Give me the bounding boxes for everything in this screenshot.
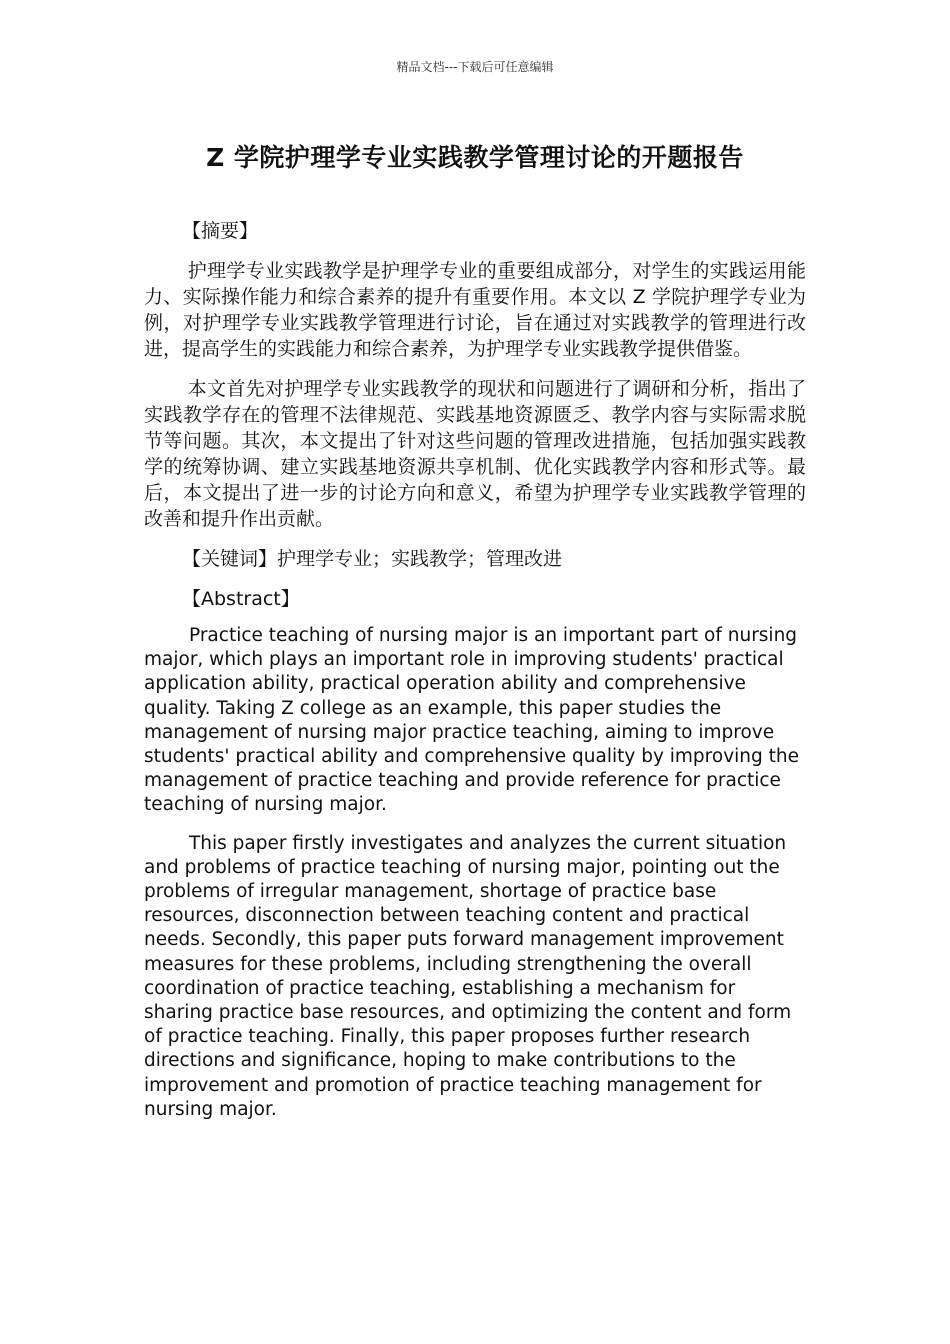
english-paragraph-1: Practice teaching of nursing major is an important part of nursing major, which plays an important role in improving students' practical application ability, practical operation ability and comprehensive quality. Taking Z college as an example, this paper studies the management of nursing major practice teaching, aiming to improve students' practical ability and comprehensive quality by improving the management of practice teaching and provide reference for practice teaching of nursing major. xyxy=(144,625,799,816)
abstract-paragraph-1: 护理学专业实践教学是护理学专业的重要组成部分，对学生的实践运用能力、实际操作能力和综合素养的提升有重要作用。本文以 Z 学院护理学专业为例，对护理学专业实践教学管理进行讨论，旨在通过对实践教学的管理进行改进，提高学生的实践能力和综合素养，为护理学专业实践教学提供借鉴。 xyxy=(144,260,806,360)
document-body xyxy=(144,218,806,1136)
keywords-line: 【关键词】护理学专业；实践教学；管理改进 xyxy=(182,548,563,570)
english-paragraph-2: This paper firstly investigates and analyzes the current situation and problems of practice teaching of nursing major, pointing out the problems of irregular management, shortage of practice base resources, disconnection between teaching content and practical needs. Secondly, this paper puts forward management improvement measures for these problems, including strengthening the overall coordination of practice teaching, establishing a mechanism for sharing practice base resources, and optimizing the content and form of practice teaching. Finally, this paper proposes further research directions and significance, hoping to make contributions to the improvement and promotion of practice teaching management for nursing major. xyxy=(144,832,792,1120)
page-header: 精品文档---下载后可任意编辑 xyxy=(396,60,554,74)
document-title: Z 学院护理学专业实践教学管理讨论的开题报告 xyxy=(206,143,744,172)
abstract-paragraph-2: 本文首先对护理学专业实践教学的现状和问题进行了调研和分析，指出了实践教学存在的管理不法律规范、实践基地资源匮乏、教学内容与实际需求脱节等问题。其次，本文提出了针对这些问题的管理改进措施，包括加强实践教学的统筹协调、建立实践基地资源共享机制、优化实践教学内容和形式等。最后，本文提出了进一步的讨论方向和意义，希望为护理学专业实践教学管理的改善和提升作出贡献。 xyxy=(144,378,806,530)
abstract-heading: 【摘要】 xyxy=(182,220,259,242)
english-abstract-heading: 【Abstract】 xyxy=(182,588,300,610)
